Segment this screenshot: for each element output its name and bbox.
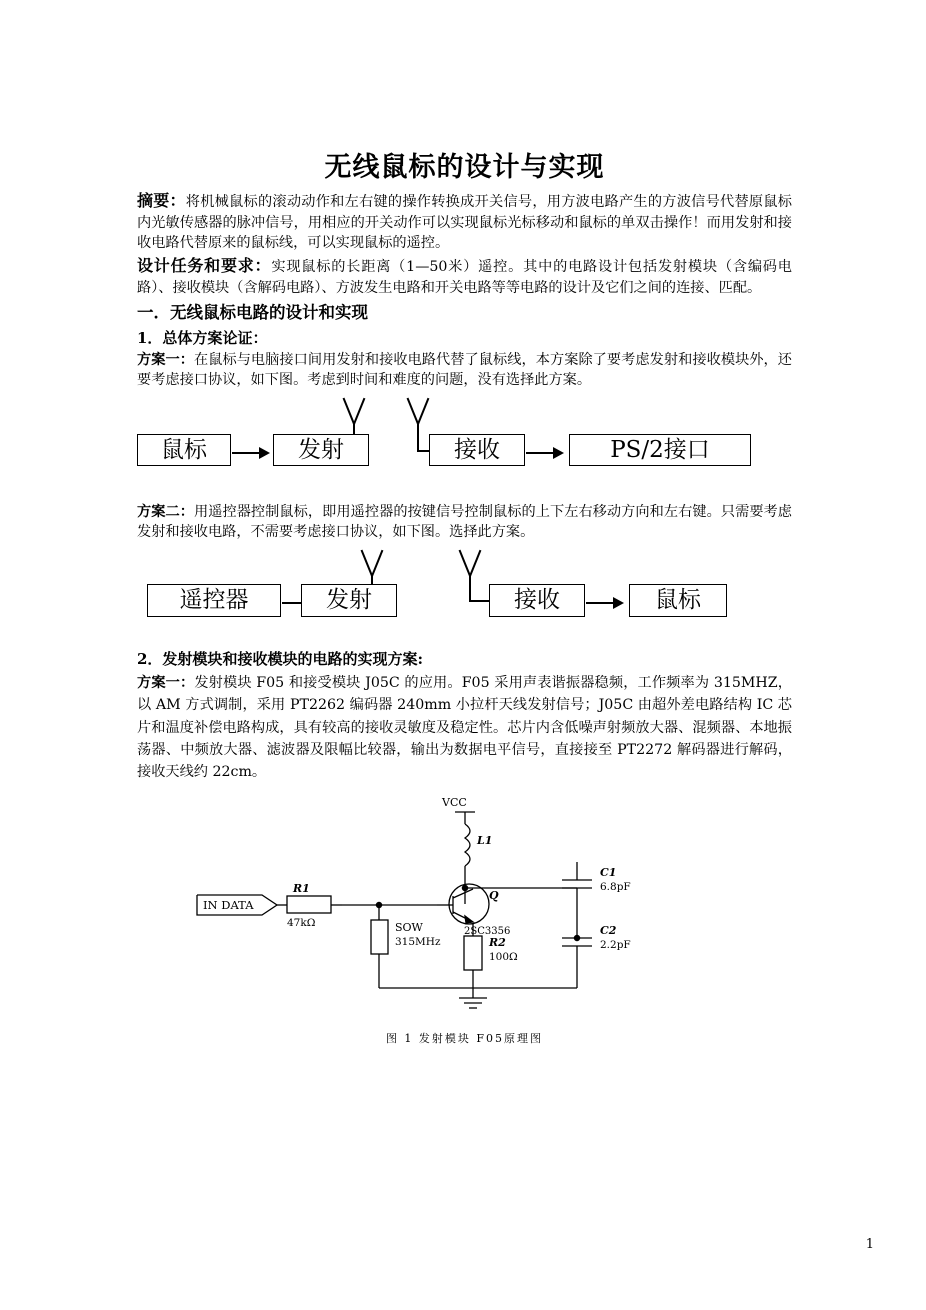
diagram-block-transmit: 发射 <box>273 434 369 466</box>
plan-2-paragraph <box>137 502 792 542</box>
plan-1-label: 方案一： <box>137 351 194 368</box>
diagram-line <box>232 452 260 454</box>
schematic-label-q: Q <box>489 888 499 902</box>
abstract-label: 摘要： <box>137 191 186 211</box>
arrow-icon <box>613 597 624 609</box>
block-diagram-2 <box>137 548 792 636</box>
schematic-label-l1: L1 <box>477 833 493 847</box>
schematic-value-sow: 315MHz <box>395 935 441 948</box>
schematic-label-c2: C2 <box>600 923 617 937</box>
page-number: 1 <box>865 1237 874 1252</box>
schematic-label-r2: R2 <box>489 935 506 949</box>
plan-3-paragraph <box>137 672 792 784</box>
schematic-label-r1: R1 <box>293 881 310 895</box>
arrow-icon <box>553 447 564 459</box>
block-diagram-1 <box>137 396 792 486</box>
diagram-line <box>586 602 614 604</box>
abstract-text: 将机械鼠标的滚动动作和左右键的操作转换成开关信号，用方波电路产生的方波信号代替原鼠标内光敏传感器的脉冲信号，用相应的开关动作可以实现鼠标光标移动和鼠标的单双击操作！而用发射和接收电路代替原来的鼠标线，可以实现鼠标的遥控。 <box>137 194 792 252</box>
plan-1-paragraph <box>137 350 792 390</box>
schematic-value-r2: 100Ω <box>489 950 518 963</box>
diagram-block-remote: 遥控器 <box>147 584 281 616</box>
plan-3-label: 方案一： <box>137 674 195 691</box>
subsection-heading-2: 2．发射模块和接收模块的电路的实现方案: <box>137 650 423 669</box>
antenna-icon <box>355 548 389 578</box>
page-content <box>137 152 792 1047</box>
schematic-label-vcc: VCC <box>442 795 467 809</box>
section-heading-1: 一．无线鼠标电路的设计和实现 <box>137 303 368 323</box>
schematic-value-c1: 6.8pF <box>600 880 631 893</box>
diagram-line <box>469 576 471 600</box>
diagram-block-ps2: PS/2接口 <box>569 434 751 466</box>
diagram-block-receive: 接收 <box>489 584 585 616</box>
antenna-icon <box>401 396 435 426</box>
schematic-value-q: 2SC3356 <box>464 925 511 937</box>
abstract-paragraph <box>137 190 792 253</box>
arrow-icon <box>259 447 270 459</box>
schematic-label-input: IN DATA <box>203 897 254 912</box>
task-paragraph <box>137 255 792 298</box>
diagram-block-receive: 接收 <box>429 434 525 466</box>
diagram-block-transmit: 发射 <box>301 584 397 616</box>
antenna-icon <box>453 548 487 578</box>
diagram-line <box>417 424 419 450</box>
plan-2-text: 用遥控器控制鼠标，即用遥控器的按键信号控制鼠标的上下左右移动方向和左右键。只需要考虑发射和接收电路，不需要考虑接口协议，如下图。选择此方案。 <box>137 504 792 541</box>
schematic-value-r1: 47kΩ <box>287 916 316 929</box>
plan-3-text: 发射模块 F05 和接受模块 J05C 的应用。F05 采用声表谐振器稳频，工作频率为 315MHZ，以 AM 方式调制，采用 PT2262 编码器 240mm 小拉杆天线发射信号；J05C 由超外差电路结构 IC 芯片和温度补偿电路构成，具有较高的接收灵敏度及稳定性。芯片内含低噪声射频放大器、混频器、本地振荡器、中频放大器、滤波器及限幅比较器，输出为数据电平信号，直接接至 PT2272 解码器进行解码，接收天线约 22cm。 <box>137 674 792 781</box>
schematic-label-c1: C1 <box>600 865 617 879</box>
schematic-svg <box>137 792 792 1032</box>
schematic-value-c2: 2.2pF <box>600 938 631 951</box>
plan-2-label: 方案二： <box>137 504 194 521</box>
plan-1-text: 在鼠标与电脑接口间用发射和接收电路代替了鼠标线，本方案除了要考虑发射和接收模块外，还要考虑接口协议，如下图。考虑到时间和难度的问题，没有选择此方案。 <box>137 351 792 388</box>
subsection-heading-1: 1．总体方案论证： <box>137 328 268 347</box>
schematic-diagram <box>137 792 792 1047</box>
diagram-line <box>526 452 554 454</box>
schematic-caption: 图 1 发射模块 F05原理图 <box>385 1031 544 1045</box>
diagram-block-mouse: 鼠标 <box>137 434 231 466</box>
task-label: 设计任务和要求： <box>137 256 272 276</box>
schematic-label-sow: SOW <box>395 920 423 934</box>
page-title: 无线鼠标的设计与实现 <box>324 152 605 183</box>
diagram-block-mouse: 鼠标 <box>629 584 727 616</box>
task-text: 实现鼠标的长距离（1—50米）遥控。其中的电路设计包括发射模块（含编码电路）、接收模块（含解码电路）、方波发生电路和开关电路等等电路的设计及它们之间的连接、匹配。 <box>137 259 792 297</box>
antenna-icon <box>337 396 371 426</box>
